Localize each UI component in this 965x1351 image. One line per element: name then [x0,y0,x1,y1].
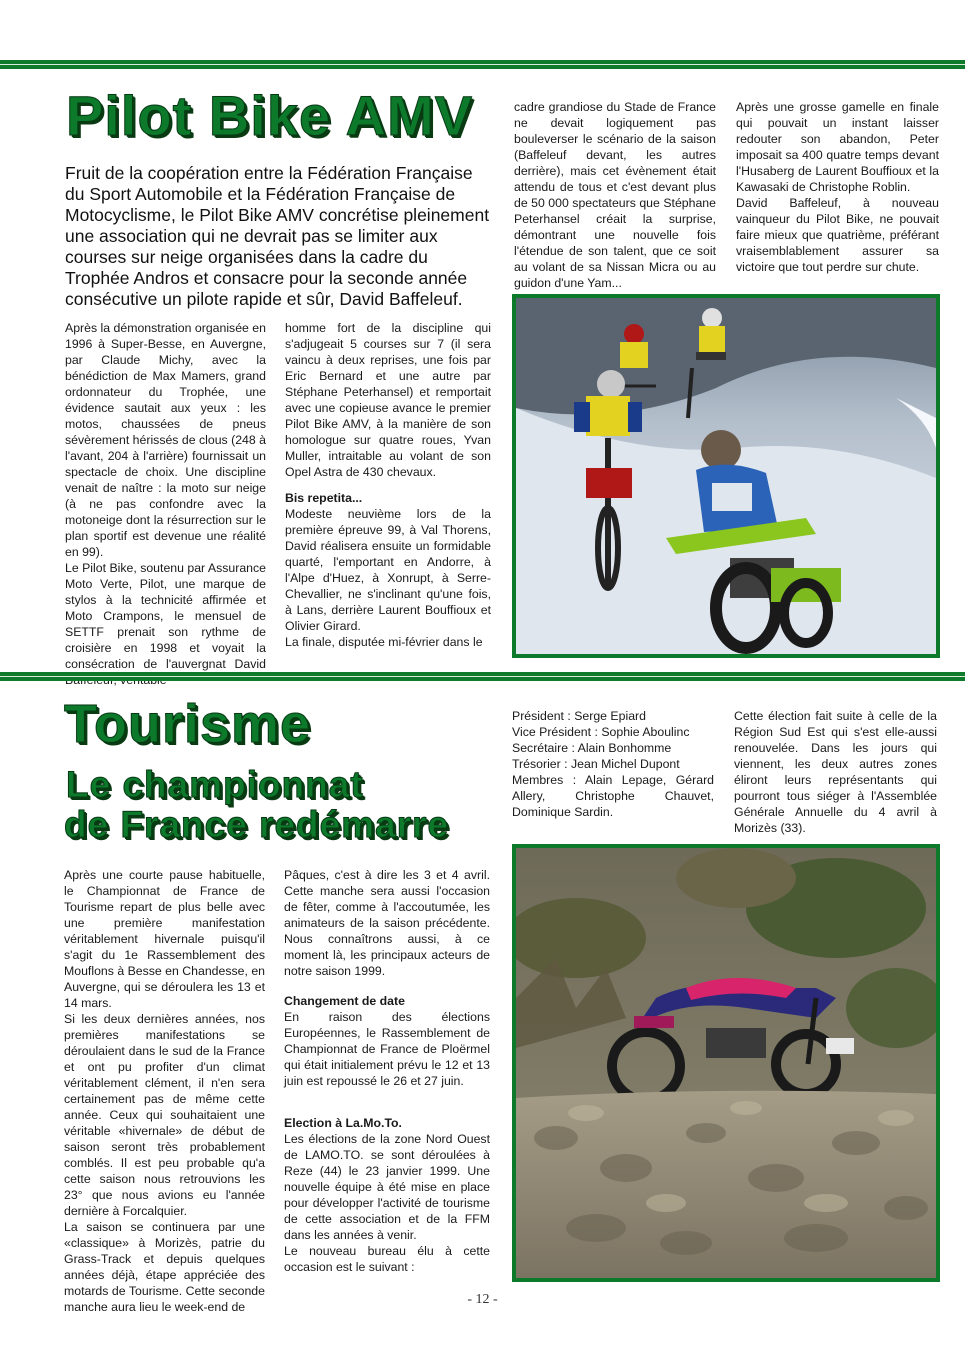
paragraph: La saison se continuera par une «classique» à Morizès, patrie du Grass-Track et depuis quelques années déjà, étape appréciée des motards de Tourisme. Cette seconde manche aura lieu le week-end de [64,1220,265,1314]
article1-lead: Fruit de la coopération entre la Fédération Française du Sport Automobile et la Fédération Française de Motocyclisme, le Pilot Bike AMV concrétise pleinement une association qui ne devrait pas se limiter aux courses sur neige organisées dans la cadre du Trophée Andros et consacre pour la seconde année consécutive un pilote rapide et sûr, David Baffeleuf. [65,163,490,309]
top-rule [0,60,965,69]
board-treasurer: Trésorier : Jean Michel Dupont [512,757,680,771]
article1-column-1 [65,320,266,688]
paragraph: Après la démonstration organisée en 1996 à Super-Besse, en Auvergne, par Claude Michy, avec la bénédiction de Max Mamers, grand ordonnateur du Trophée, une évidence sautait aux yeux : les motos, chaussées de pneus sévèrement hérissés de clous (248 à l'avant, 204 à l'arrière) fournissait un spectacle de choix. Une discipline venait de naître : la moto sur neige (à ne pas confondre avec la motoneige dont la résurrection sur le plan sportif est devenue une réalité en 99). [65,321,266,559]
paragraph: Pâques, c'est à dire les 3 et 4 avril. Cette manche sera aussi l'occasion de fêter, comme à l'accoutumée, les animateurs de la saison précédente. Nous connaîtrons aussi, à ce moment là, les principaux acteurs de notre saison 1999. [284,868,490,978]
paragraph: Si les deux dernières années, nos premières manifestations se déroulaient dans le sud de la France et ont pu profiter d'un climat véritablement clément, il n'en sera certainement pas de même cette année. Ceux qui souhaitaient une véritable «hivernale» de début de saison seront très probablement comblés. Il est peu probable qu'a cette saison nous retrouvions les 23° que nous avions eu l'année dernière à Forcalquier. [64,1012,265,1218]
board-members: Membres : Alain Lepage, Gérard Allery, Christophe Chauvet, Dominique Sardin. [512,773,714,819]
page-number: - 12 - [467,1292,498,1307]
paragraph: Cette élection fait suite à celle de la Région Sud Est qui s'est elle-aussi renouvelée. Dans les jours qui viennent, les deux autres zones éliront leurs représentants qui pourront tous siéger à l'Assemblée Générale Annuelle du 4 avril à Morizès (33). [734,709,937,835]
paragraph: Les élections de la zone Nord Ouest de LAMO.TO. se sont déroulées à Reze (44) le 23 janvier 1999. Une nouvelle équipe à été mise en place pour développer l'activité de tourisme de cette association et de la FFM dans les années à venir. [284,1132,490,1242]
paragraph: homme fort de la discipline qui s'adjugeait 5 courses sur 7 (il sera vaincu à deux reprises, une fois par Eric Bernard et une autre par Stéphane Peterhansel) et remportait avec une copieuse avance le premier Pilot Bike AMV, à la manière de son homologue sur quatre roues, Yvan Muller, intraitable au volant de son Opel Astra de 430 chevaux. [285,321,491,479]
article2-subheadline-line2: de France redémarre [64,804,450,845]
board-vice-president: Vice Président : Sophie Aboulinc [512,725,690,739]
paragraph: Après une grosse gamelle en finale qui pouvait un instant laisser redouter son abandon, Peter imposait sa 400 quatre temps devant l'Husaberg de Laurent Bouffioux et la Kawasaki de Christophe Roblin. [736,100,939,194]
subheading: Bis repetita... [285,491,363,505]
paragraph: En raison des élections Européennes, le Rassemblement de Championnat de France de Ploërmel qui était initialement prévu le 12 et 13 juin est repoussé le 26 et 27 juin. [284,1010,490,1088]
paragraph: Le Pilot Bike, soutenu par Assurance Moto Verte, Pilot, une marque de stylos à la technicité affirmée et Moto Crampons, le mensuel de SETTF prenait son rythme de croisière en 1998 et voyait la consécration de l'auvergnat David [65,561,266,671]
article1-headline: Pilot Bike AMV [66,84,474,147]
snow-motocross-image [516,298,936,654]
subheading: Election à La.Mo.To. [284,1116,402,1130]
article2-column-1 [64,867,265,1315]
snow-motocross-photo [512,294,940,658]
article2-column-2 [284,867,490,1275]
section-rule [0,672,965,681]
touring-motorcycle-photo [512,844,940,1282]
article1-column-4 [736,99,939,275]
article2-column-3 [512,708,714,820]
subheading: Changement de date [284,994,405,1008]
board-president: Président : Serge Epiard [512,709,646,723]
article1-column-2 [285,320,491,650]
paragraph: cadre grandiose du Stade de France ne devait logiquement pas bouleverser le scénario de la saison (Baffeleuf devant, les autres derrière), mais cet évènement était attendu de tous et c'est devant plus de 50 000 spectateurs que Stéphane Peterhansel créait la surprise, démontrant une nouvelle fois l'étendue de son talent, que ce soit au volant de sa Nissan Micra ou au guidon d'une Yam... [514,100,716,290]
article1-column-3 [514,99,716,291]
article2-subheadline-line1: Le championnat [66,764,364,805]
article2-column-4 [734,708,937,836]
paragraph: Le nouveau bureau élu à cette occasion est le suivant : [284,1244,490,1274]
paragraph: La finale, disputée mi-février dans le [285,635,483,649]
touring-motorcycle-image [516,848,936,1278]
board-secretary: Secrétaire : Alain Bonhomme [512,741,672,755]
paragraph: David Baffeleuf, à nouveau vainqueur du Pilot Bike, ne pouvait faire mieux que quatrième, préférant vraisemblablement assurer sa victoire que tout perdre sur chute. [736,196,939,274]
article2-headline: Tourisme [64,694,312,754]
paragraph: Après une courte pause habituelle, le Championnat de France de Tourisme repart de plus belle avec une première manifestation véritablement hivernale puisqu'il s'agit du 1e Rassemblement des Mouflons à Besse en Chandesse, en Auvergne, qui se déroulera les 13 et 14 mars. [64,868,265,1010]
paragraph: Modeste neuvième lors de la première épreuve 99, à Val Thorens, David réalisera ensuite un formidable quarté, l'emportant en Andorre, à l'Alpe d'Huez, à Xonrupt, à Serre-Chevallier, ne s'inclinant qu'une fois, à Lans, derrière Laurent Bouffioux et Olivier Girard. [285,507,491,633]
